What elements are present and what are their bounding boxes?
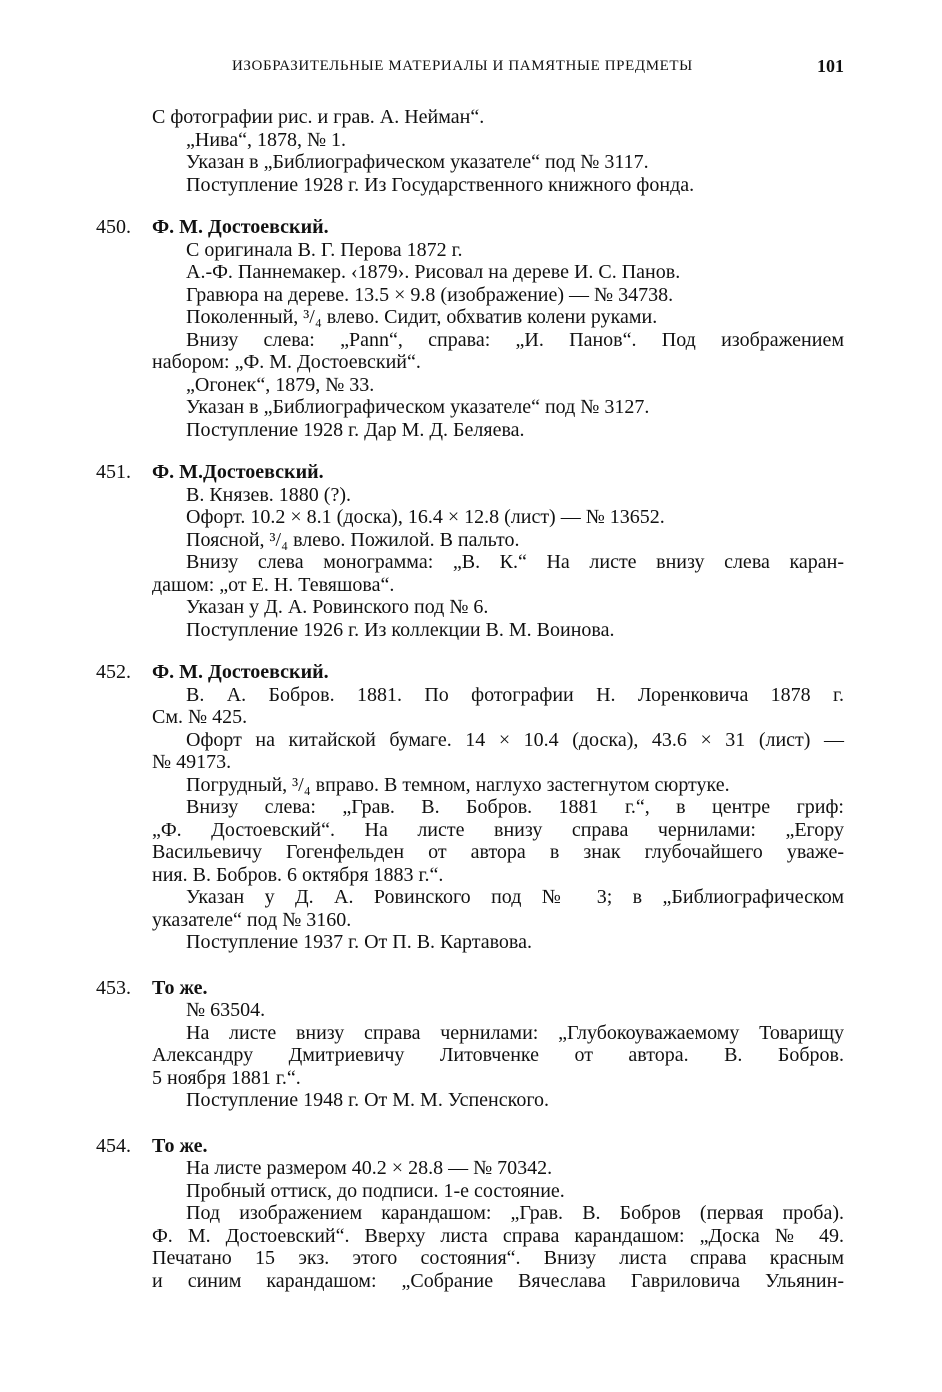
catalog-entry (96, 461, 844, 641)
text-line: „Ф. Достоевский“. На листе внизу справа чернилами: „Егору (152, 818, 844, 841)
entry-number: 451. (96, 461, 131, 483)
entry-number: 452. (96, 661, 131, 683)
text-line: Офорт. 10.2 × 8.1 (доска), 16.4 × 12.8 (лист) — № 13652. (186, 506, 665, 528)
text-line: Внизу слева монограмма: „В. К.“ На листе внизу слева каран- (186, 551, 844, 573)
text-line: „Нива“, 1878, № 1. (186, 128, 347, 151)
text-line: С оригинала В. Г. Перова 1872 г. (186, 238, 463, 261)
entry-number: 453. (96, 976, 131, 999)
text-line: Под изображением карандашом: „Грав. В. Бобров (первая проба). (186, 1202, 844, 1224)
text-line: и синим карандашом: „Собрание Вячеслава Гавриловича Ульянин- (152, 1269, 844, 1292)
entry-title: Ф. М.Достоевский. (152, 461, 324, 483)
entry-title: То же. (152, 976, 208, 999)
text-line: Указан у Д. А. Ровинского под № 6. (186, 596, 489, 618)
text-line: В. А. Бобров. 1881. По фотографии Н. Лоренковича 1878 г. (186, 683, 844, 706)
text-line: Васильевичу Гогенфельден от автора в знак глубочайшего уваже- (152, 841, 844, 863)
text-line: 5 ноября 1881 г.“. (152, 1066, 301, 1089)
text-line: ния. В. Бобров. 6 октября 1883 г.“. (152, 863, 444, 886)
catalog-entry (96, 661, 844, 954)
text-line: Офорт на китайской бумаге. 14 × 10.4 (доска), 43.6 × 31 (лист) — (186, 728, 844, 751)
entry-number: 454. (96, 1134, 131, 1157)
entry-title: Ф. М. Достоевский. (152, 216, 329, 238)
text-line: Печатано 15 экз. этого состояния“. Внизу листа справа красным (152, 1247, 844, 1269)
continuation-block (152, 106, 844, 196)
text-line: Ф. М. Достоевский“. Вверху листа справа карандашом: „Доска № 49. (152, 1224, 844, 1247)
text-line: Указан в „Библиографическом указателе“ под № 3127. (186, 396, 650, 418)
text-line: Александру Дмитриевичу Литовченке от автора. В. Бобров. (152, 1044, 844, 1066)
text-line: Поступление 1926 г. Из коллекции В. М. Воинова. (186, 618, 615, 641)
text-line: Пробный оттиск, до подписи. 1-е состояние. (186, 1179, 565, 1202)
text-line: указателе“ под № 3160. (152, 908, 352, 931)
text-line: Поступление 1928 г. Из Государственного книжного фонда. (186, 173, 695, 196)
page-body (96, 106, 844, 1292)
text-line: Указан у Д. А. Ровинского под № 3; в „Библиографическом (186, 886, 844, 908)
page-header (232, 56, 844, 80)
text-line: Поступление 1948 г. От М. М. Успенского. (186, 1089, 550, 1111)
text-line: набором: „Ф. М. Достоевский“. (152, 351, 421, 373)
catalog-entry (96, 976, 844, 1112)
entry-title: То же. (152, 1134, 208, 1157)
text-line: В. Князев. 1880 (?). (186, 483, 351, 506)
text-line: № 63504. (186, 999, 266, 1021)
text-line: Указан в „Библиографическом указателе“ под № 3117. (186, 151, 649, 173)
entry-number: 450. (96, 216, 131, 238)
catalog-entry (96, 216, 844, 441)
entry-title: Ф. М. Достоевский. (152, 661, 329, 683)
text-line: Поясной, ³/₄ влево. Пожилой. В пальто. (186, 528, 520, 551)
text-line: Внизу слева: „Pann“, справа: „И. Панов“. Под изображением (186, 328, 844, 351)
running-title: ИЗОБРАЗИТЕЛЬНЫЕ МАТЕРИАЛЫ И ПАМЯТНЫЕ ПРЕДМЕТЫ (232, 58, 693, 74)
text-line: С фотографии рис. и грав. А. Нейман“. (152, 106, 485, 128)
text-line: Погрудный, ³/₄ вправо. В темном, наглухо застегнутом сюртуке. (186, 773, 730, 796)
text-line: дашом: „от Е. Н. Тевяшова“. (152, 573, 395, 596)
catalog-entry (96, 1134, 844, 1293)
text-line: „Огонек“, 1879, № 33. (186, 373, 375, 396)
text-line: На листе размером 40.2 × 28.8 — № 70342. (186, 1157, 553, 1179)
text-line: См. № 425. (152, 706, 248, 728)
text-line: Внизу слева: „Грав. В. Бобров. 1881 г.“, в центре гриф: (186, 796, 844, 818)
page-number: 101 (817, 56, 844, 76)
text-line: А.-Ф. Паннемакер. ‹1879›. Рисовал на дереве И. С. Панов. (186, 261, 681, 283)
text-line: Гравюра на дереве. 13.5 × 9.8 (изображение) — № 34738. (186, 283, 674, 306)
text-line: № 49173. (152, 751, 232, 773)
text-line: На листе внизу справа чернилами: „Глубокоуважаемому Товарищу (186, 1021, 844, 1044)
text-line: Поколенный, ³/₄ влево. Сидит, обхватив колени руками. (186, 306, 658, 328)
text-line: Поступление 1928 г. Дар М. Д. Беляева. (186, 418, 525, 441)
text-line: Поступление 1937 г. От П. В. Картавова. (186, 931, 532, 953)
